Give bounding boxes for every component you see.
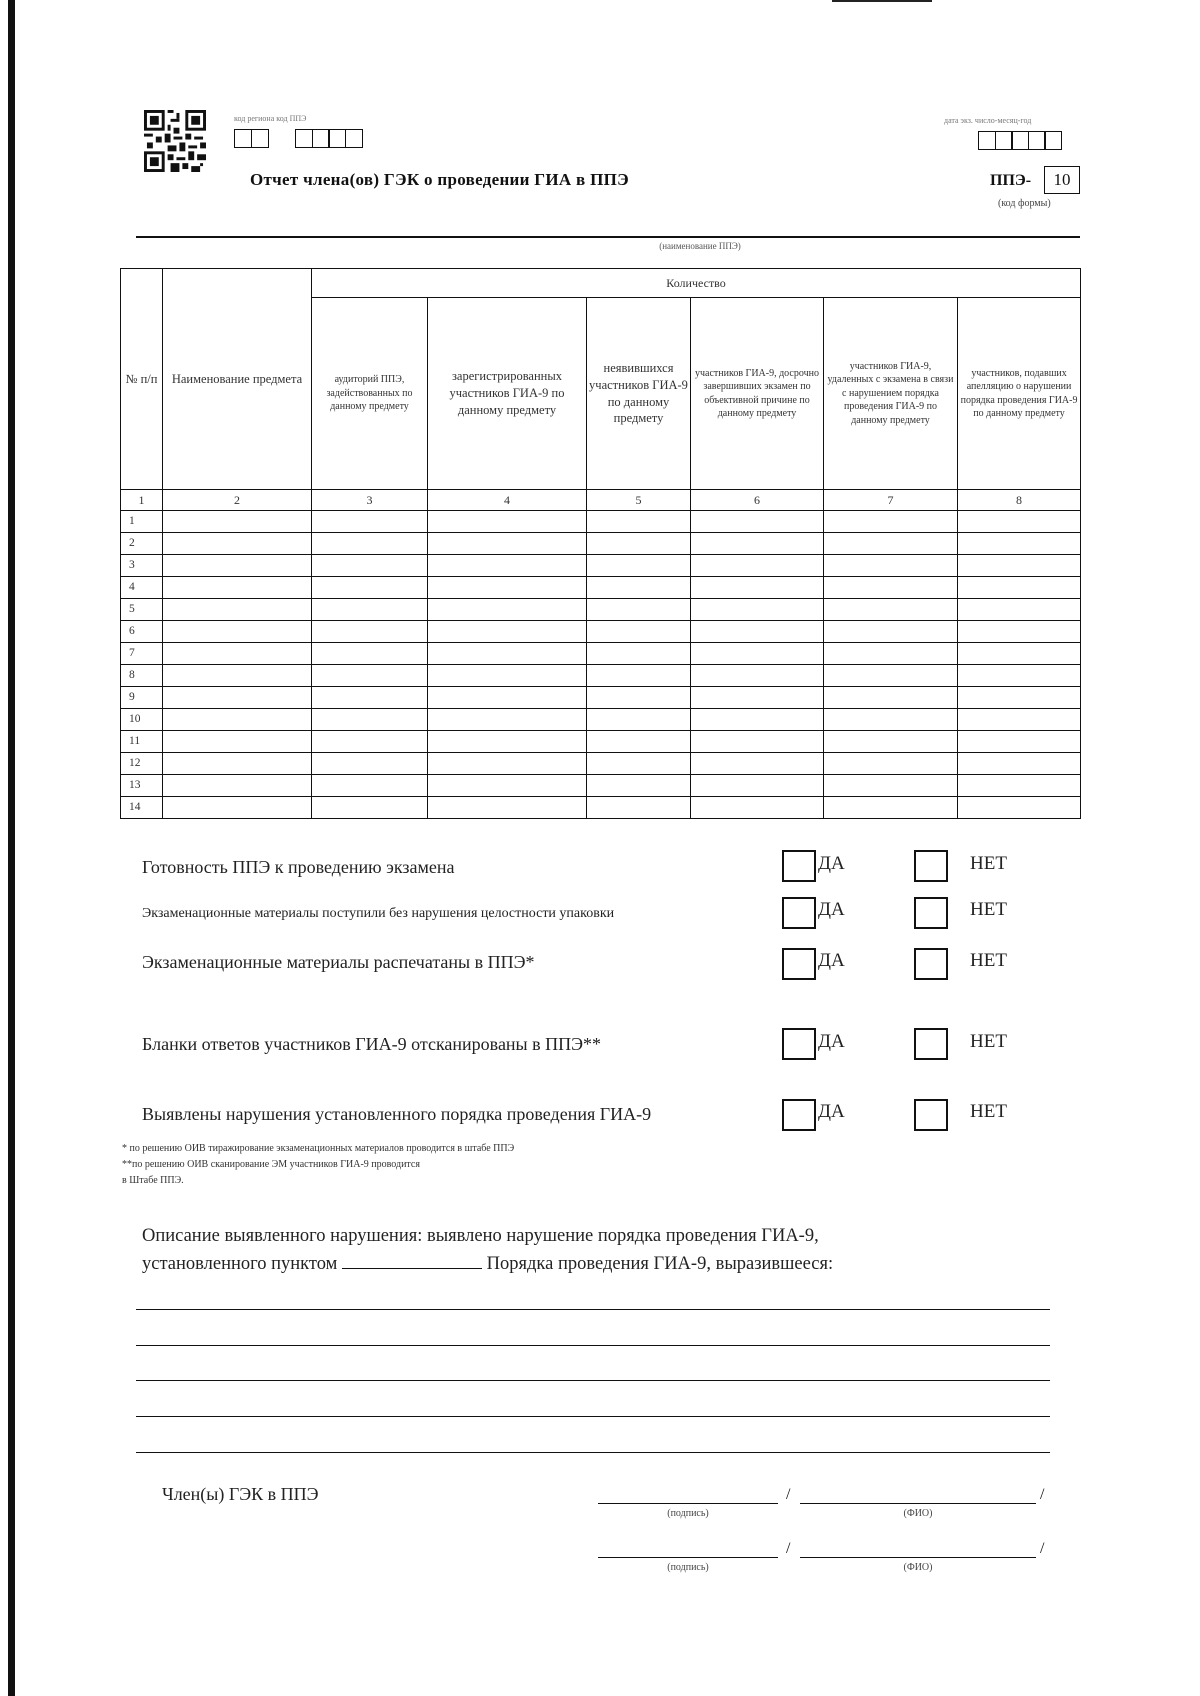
table-cell[interactable] xyxy=(958,709,1081,731)
table-cell[interactable] xyxy=(824,709,958,731)
col-header-registered: зарегистрированных участников ГИА-9 по данному предмету xyxy=(428,298,587,490)
table-cell[interactable] xyxy=(428,797,587,819)
table-row xyxy=(121,621,1081,643)
table-cell[interactable] xyxy=(312,665,428,687)
signature-label: Член(ы) ГЭК в ППЭ xyxy=(162,1484,319,1504)
table-row xyxy=(121,797,1081,819)
no-checkbox-readiness[interactable] xyxy=(914,850,948,882)
row-number: 8 xyxy=(121,665,163,687)
table-row xyxy=(121,643,1081,665)
yes-label: ДА xyxy=(818,1101,845,1122)
yes-checkbox-violations[interactable] xyxy=(782,1099,816,1131)
description-line[interactable] xyxy=(136,1380,1050,1381)
separator: / xyxy=(786,1540,791,1557)
table-cell[interactable] xyxy=(691,665,824,687)
table-cell[interactable] xyxy=(428,709,587,731)
row-number: 3 xyxy=(121,555,163,577)
separator: / xyxy=(786,1486,791,1503)
table-cell[interactable] xyxy=(587,511,691,533)
no-label: НЕТ xyxy=(970,1031,1007,1052)
table-cell[interactable] xyxy=(428,577,587,599)
row-number: 14 xyxy=(121,797,163,819)
table-cell[interactable] xyxy=(691,643,824,665)
name-caption: (ФИО) xyxy=(903,1508,933,1519)
signature-caption: (подпись) xyxy=(667,1562,709,1573)
table-cell[interactable] xyxy=(428,599,587,621)
table-cell[interactable] xyxy=(312,511,428,533)
table-cell[interactable] xyxy=(958,775,1081,797)
exam-date-boxes[interactable] xyxy=(978,131,1061,150)
no-checkbox-violations[interactable] xyxy=(914,1099,948,1131)
description-line-2 xyxy=(142,1250,1082,1278)
table-cell[interactable] xyxy=(824,731,958,753)
column-number: 4 xyxy=(428,490,587,511)
table-cell[interactable] xyxy=(312,533,428,555)
form-code-label: ППЭ- xyxy=(990,172,1032,189)
description-line[interactable] xyxy=(136,1345,1050,1346)
question-violations: Выявлены нарушения установленного порядка проведения ГИА-9 xyxy=(142,1104,652,1124)
signature-line-2[interactable] xyxy=(598,1557,778,1558)
question-scanned: Бланки ответов участников ГИА-9 отсканированы в ППЭ** xyxy=(142,1034,602,1054)
table-body xyxy=(121,511,1081,819)
table-cell[interactable] xyxy=(824,533,958,555)
signature-caption: (подпись) xyxy=(667,1508,709,1519)
name-line-1[interactable] xyxy=(800,1503,1036,1504)
table-cell[interactable] xyxy=(587,643,691,665)
col-header-finished-early: участников ГИА-9, досрочно завершивших экзамен по объективной причине по данному предмету xyxy=(691,298,824,490)
table-cell[interactable] xyxy=(428,665,587,687)
no-label: НЕТ xyxy=(970,853,1007,874)
table-cell[interactable] xyxy=(958,577,1081,599)
table-cell[interactable] xyxy=(163,599,312,621)
table-cell[interactable] xyxy=(958,533,1081,555)
row-number: 2 xyxy=(121,533,163,555)
table-cell[interactable] xyxy=(428,731,587,753)
name-caption: (ФИО) xyxy=(903,1562,933,1573)
scan-mark xyxy=(832,0,932,2)
row-number: 5 xyxy=(121,599,163,621)
column-number: 5 xyxy=(587,490,691,511)
form-code-value: 10 xyxy=(1044,166,1080,194)
description-line[interactable] xyxy=(136,1452,1050,1453)
table-cell[interactable] xyxy=(958,687,1081,709)
table-cell[interactable] xyxy=(312,577,428,599)
table-cell[interactable] xyxy=(163,621,312,643)
table-cell[interactable] xyxy=(587,555,691,577)
table-cell[interactable] xyxy=(958,753,1081,775)
table-cell[interactable] xyxy=(428,753,587,775)
row-number: 6 xyxy=(121,621,163,643)
row-number: 9 xyxy=(121,687,163,709)
no-checkbox-packaging[interactable] xyxy=(914,897,948,929)
no-checkbox-printed[interactable] xyxy=(914,948,948,980)
table-cell[interactable] xyxy=(312,555,428,577)
table-cell[interactable] xyxy=(428,643,587,665)
footnote: **по решению ОИВ сканирование ЭМ участников ГИА-9 проводится xyxy=(122,1159,420,1170)
table-cell[interactable] xyxy=(312,643,428,665)
signature-line-1[interactable] xyxy=(598,1503,778,1504)
table-cell[interactable] xyxy=(958,511,1081,533)
col-header-subject: Наименование предмета xyxy=(163,269,312,490)
table-row xyxy=(121,555,1081,577)
column-number: 1 xyxy=(121,490,163,511)
table-cell[interactable] xyxy=(428,511,587,533)
table-cell[interactable] xyxy=(312,599,428,621)
table-cell[interactable] xyxy=(824,577,958,599)
yes-checkbox-readiness[interactable] xyxy=(782,850,816,882)
table-cell[interactable] xyxy=(691,555,824,577)
region-ppe-caption: код региона код ППЭ xyxy=(234,114,307,123)
description-line[interactable] xyxy=(136,1309,1050,1310)
table-cell[interactable] xyxy=(587,577,691,599)
table-cell[interactable] xyxy=(691,775,824,797)
table-cell[interactable] xyxy=(163,775,312,797)
table-cell[interactable] xyxy=(163,533,312,555)
table-cell[interactable] xyxy=(587,775,691,797)
table-cell[interactable] xyxy=(958,665,1081,687)
table-cell[interactable] xyxy=(691,533,824,555)
table-row xyxy=(121,533,1081,555)
table-row xyxy=(121,599,1081,621)
table-cell[interactable] xyxy=(312,731,428,753)
report-table xyxy=(120,268,1081,819)
violation-description xyxy=(142,1222,1082,1278)
yes-label: ДА xyxy=(818,1031,845,1052)
table-cell[interactable] xyxy=(312,775,428,797)
table-cell[interactable] xyxy=(587,753,691,775)
table-cell[interactable] xyxy=(163,731,312,753)
table-cell[interactable] xyxy=(691,687,824,709)
footnote: * по решению ОИВ тиражирование экзаменационных материалов проводится в штабе ППЭ xyxy=(122,1143,515,1154)
table-cell[interactable] xyxy=(691,621,824,643)
description-line-2-start: установленного пунктом xyxy=(142,1254,338,1274)
table-cell[interactable] xyxy=(163,511,312,533)
row-number: 1 xyxy=(121,511,163,533)
qr-code-icon xyxy=(144,110,206,172)
table-cell[interactable] xyxy=(691,797,824,819)
table-cell[interactable] xyxy=(958,731,1081,753)
table-cell[interactable] xyxy=(587,621,691,643)
table-cell[interactable] xyxy=(824,797,958,819)
table-cell[interactable] xyxy=(428,621,587,643)
column-number-row xyxy=(121,490,1081,511)
table-cell[interactable] xyxy=(587,687,691,709)
table-cell[interactable] xyxy=(428,555,587,577)
table-cell[interactable] xyxy=(587,599,691,621)
description-line-1: Описание выявленного нарушения: выявлено нарушение порядка проведения ГИА-9, xyxy=(142,1226,819,1246)
table-row xyxy=(121,753,1081,775)
table-row xyxy=(121,665,1081,687)
question-readiness: Готовность ППЭ к проведению экзамена xyxy=(142,857,455,877)
table-cell[interactable] xyxy=(163,555,312,577)
yes-checkbox-printed[interactable] xyxy=(782,948,816,980)
col-header-removed: участников ГИА-9, удаленных с экзамена в связи с нарушением порядка проведения ГИА-9 по данному предмету xyxy=(824,298,958,490)
table-cell[interactable] xyxy=(958,599,1081,621)
date-caption: дата экз. число-месяц-год xyxy=(944,116,1032,125)
separator: / xyxy=(1040,1486,1045,1503)
no-checkbox-scanned[interactable] xyxy=(914,1028,948,1060)
yes-label: ДА xyxy=(818,950,845,971)
no-label: НЕТ xyxy=(970,1101,1007,1122)
table-cell[interactable] xyxy=(824,599,958,621)
table-cell[interactable] xyxy=(312,687,428,709)
row-number: 7 xyxy=(121,643,163,665)
table-cell[interactable] xyxy=(958,797,1081,819)
column-number: 8 xyxy=(958,490,1081,511)
table-cell[interactable] xyxy=(691,753,824,775)
scan-edge xyxy=(8,0,15,1696)
table-cell[interactable] xyxy=(587,665,691,687)
table-cell[interactable] xyxy=(312,621,428,643)
table-cell[interactable] xyxy=(428,533,587,555)
description-line-2-end: Порядка проведения ГИА-9, выразившееся: xyxy=(486,1254,834,1274)
footnote: в Штабе ППЭ. xyxy=(122,1175,184,1186)
column-number: 3 xyxy=(312,490,428,511)
table-cell[interactable] xyxy=(824,687,958,709)
table-cell[interactable] xyxy=(163,709,312,731)
table-cell[interactable] xyxy=(163,687,312,709)
separator: / xyxy=(1040,1540,1045,1557)
description-line[interactable] xyxy=(136,1416,1050,1417)
table-cell[interactable] xyxy=(824,511,958,533)
yes-label: ДА xyxy=(818,853,845,874)
row-number: 4 xyxy=(121,577,163,599)
table-cell[interactable] xyxy=(824,775,958,797)
region-ppe-code-boxes[interactable] xyxy=(234,129,361,148)
table-cell[interactable] xyxy=(824,753,958,775)
table-cell[interactable] xyxy=(958,643,1081,665)
table-cell[interactable] xyxy=(163,753,312,775)
col-header-absent: неявившихся участников ГИА-9 по данному предмету xyxy=(587,298,691,490)
table-cell[interactable] xyxy=(312,797,428,819)
table-row xyxy=(121,511,1081,533)
table-cell[interactable] xyxy=(163,665,312,687)
table-row xyxy=(121,775,1081,797)
table-cell[interactable] xyxy=(824,665,958,687)
table-row xyxy=(121,577,1081,599)
table-cell[interactable] xyxy=(691,599,824,621)
yes-label: ДА xyxy=(818,899,845,920)
table-cell[interactable] xyxy=(958,555,1081,577)
question-packaging: Экзаменационные материалы поступили без нарушения целостности упаковки xyxy=(142,906,615,921)
column-number: 2 xyxy=(163,490,312,511)
yes-checkbox-scanned[interactable] xyxy=(782,1028,816,1060)
no-label: НЕТ xyxy=(970,950,1007,971)
name-line-2[interactable] xyxy=(800,1557,1036,1558)
table-cell[interactable] xyxy=(691,731,824,753)
table-cell[interactable] xyxy=(163,577,312,599)
row-number: 10 xyxy=(121,709,163,731)
col-header-auditoriums: аудиторий ППЭ, задействованных по данному предмету xyxy=(312,298,428,490)
row-number: 12 xyxy=(121,753,163,775)
table-cell[interactable] xyxy=(824,621,958,643)
clause-number-blank[interactable] xyxy=(342,1250,482,1269)
table-row xyxy=(121,687,1081,709)
form-code-caption: (код формы) xyxy=(998,198,1051,209)
footnotes xyxy=(122,1141,514,1189)
ppe-name-caption: (наименование ППЭ) xyxy=(659,241,741,251)
table-cell[interactable] xyxy=(958,621,1081,643)
table-cell[interactable] xyxy=(312,753,428,775)
table-cell[interactable] xyxy=(312,709,428,731)
table-cell[interactable] xyxy=(587,797,691,819)
col-header-quantity: Количество xyxy=(312,269,1081,298)
table-cell[interactable] xyxy=(691,511,824,533)
table-cell[interactable] xyxy=(163,643,312,665)
table-cell[interactable] xyxy=(824,643,958,665)
page-title: Отчет члена(ов) ГЭК о проведении ГИА в ППЭ xyxy=(250,170,629,189)
table-cell[interactable] xyxy=(691,709,824,731)
question-printed: Экзаменационные материалы распечатаны в ППЭ* xyxy=(142,952,535,972)
col-header-appeals: участников, подавших апелляцию о нарушении порядка проведения ГИА-9 по данному предмету xyxy=(958,298,1081,490)
column-number: 7 xyxy=(824,490,958,511)
col-header-number: № п/п xyxy=(121,269,163,490)
ppe-name-line[interactable] xyxy=(136,236,1080,238)
row-number: 11 xyxy=(121,731,163,753)
table-cell[interactable] xyxy=(587,731,691,753)
no-label: НЕТ xyxy=(970,899,1007,920)
table-row xyxy=(121,709,1081,731)
table-cell[interactable] xyxy=(587,709,691,731)
table-row xyxy=(121,731,1081,753)
table-cell[interactable] xyxy=(428,687,587,709)
row-number: 13 xyxy=(121,775,163,797)
table-cell[interactable] xyxy=(163,797,312,819)
table-cell[interactable] xyxy=(824,555,958,577)
table-cell[interactable] xyxy=(587,533,691,555)
table-cell[interactable] xyxy=(428,775,587,797)
column-number: 6 xyxy=(691,490,824,511)
yes-checkbox-packaging[interactable] xyxy=(782,897,816,929)
table-cell[interactable] xyxy=(691,577,824,599)
